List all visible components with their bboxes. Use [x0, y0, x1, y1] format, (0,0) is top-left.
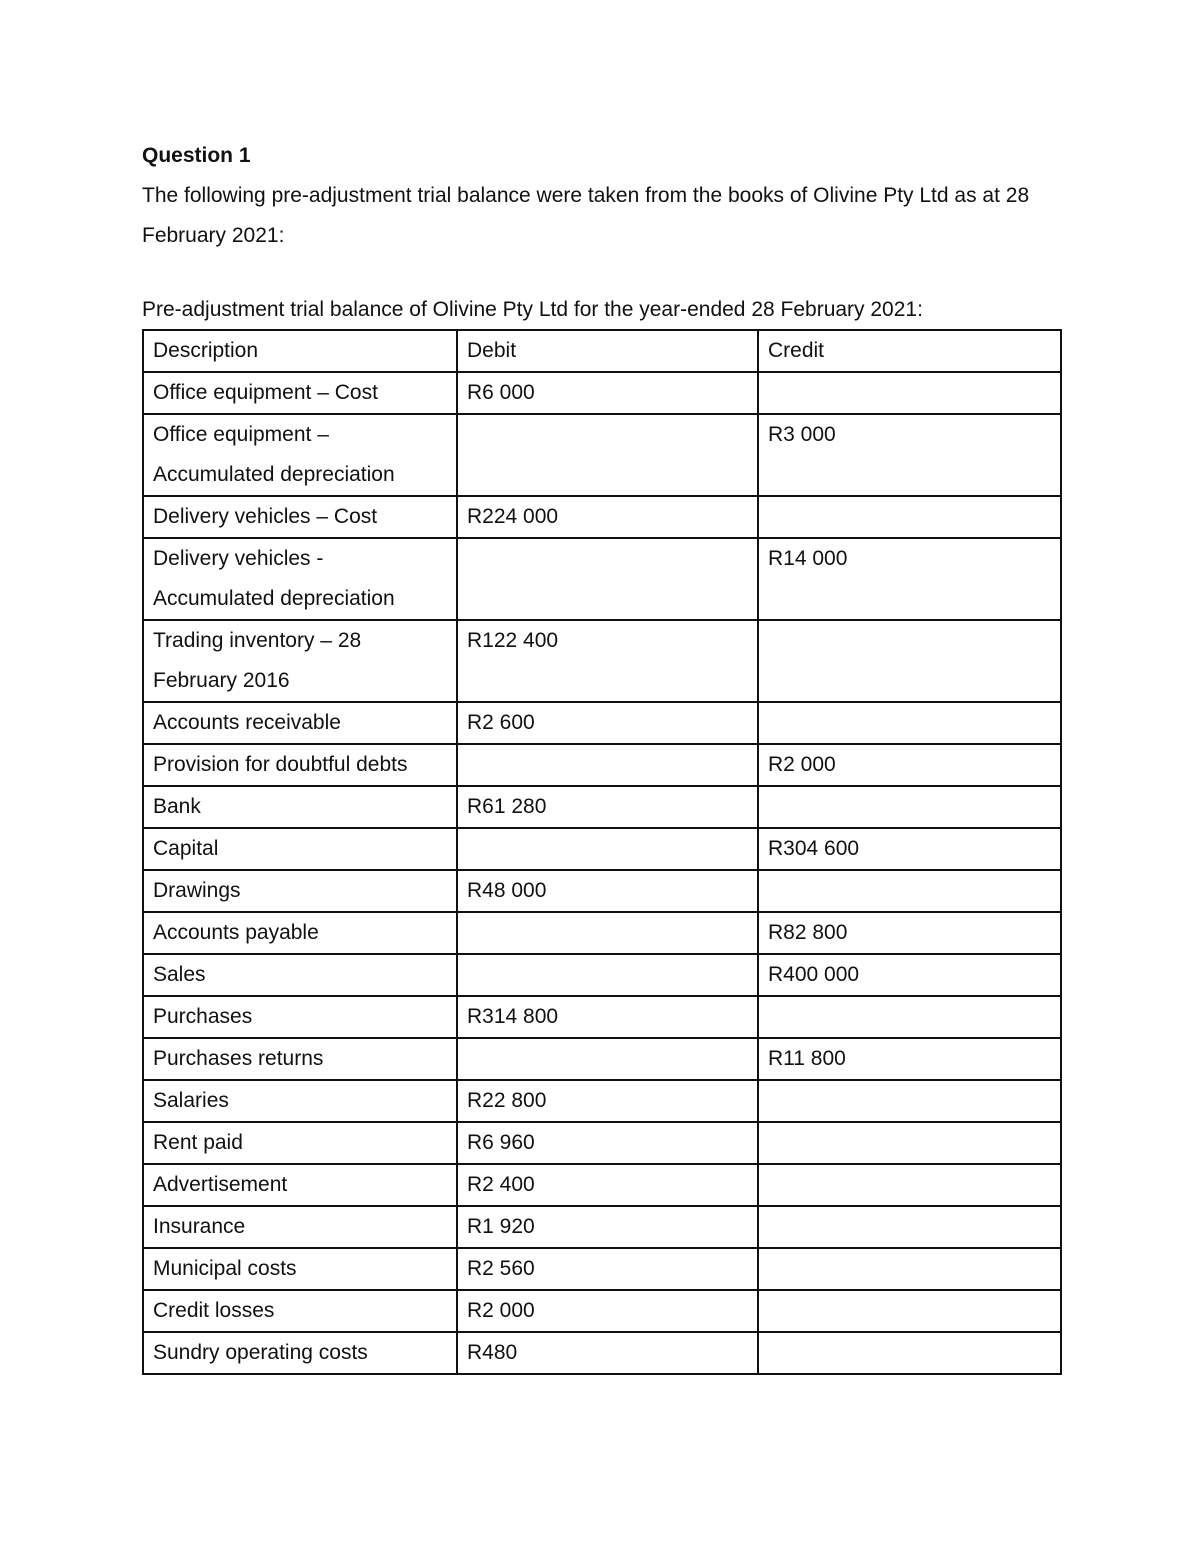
cell-debit: R22 800 [457, 1080, 758, 1122]
cell-credit: R400 000 [758, 954, 1061, 996]
cell-credit [758, 1206, 1061, 1248]
table-row [143, 538, 1061, 620]
cell-credit [758, 1164, 1061, 1206]
cell-debit: R1 920 [457, 1206, 758, 1248]
table-row [143, 1290, 1061, 1332]
cell-credit: R3 000 [758, 414, 1061, 496]
table-caption: Pre-adjustment trial balance of Olivine Pty Ltd for the year-ended 28 February 2021: [142, 298, 923, 321]
cell-credit: R14 000 [758, 538, 1061, 620]
cell-description: Provision for doubtful debts [143, 744, 457, 786]
document-page [142, 140, 1060, 1375]
table-row [143, 1164, 1061, 1206]
cell-credit [758, 1080, 1061, 1122]
table-row [143, 828, 1061, 870]
table-row [143, 702, 1061, 744]
cell-description: Purchases returns [143, 1038, 457, 1080]
cell-description: Salaries [143, 1080, 457, 1122]
cell-description: Accounts receivable [143, 702, 457, 744]
table-row [143, 372, 1061, 414]
table-row [143, 996, 1061, 1038]
cell-credit [758, 702, 1061, 744]
table-row [143, 786, 1061, 828]
intro-paragraph: The following pre-adjustment trial balance were taken from the books of Olivine Pty Ltd as at 28 February 2021: [142, 184, 1030, 247]
cell-debit: R2 560 [457, 1248, 758, 1290]
cell-description: Sales [143, 954, 457, 996]
cell-debit: R48 000 [457, 870, 758, 912]
cell-description: Credit losses [143, 1290, 457, 1332]
cell-description: Drawings [143, 870, 457, 912]
cell-debit: R6 000 [457, 372, 758, 414]
cell-credit: R82 800 [758, 912, 1061, 954]
table-row [143, 414, 1061, 496]
cell-debit: R2 400 [457, 1164, 758, 1206]
cell-description: Office equipment – Accumulated depreciation [143, 414, 457, 496]
cell-description: Insurance [143, 1206, 457, 1248]
cell-credit: R304 600 [758, 828, 1061, 870]
cell-credit [758, 1122, 1061, 1164]
cell-debit: R2 000 [457, 1290, 758, 1332]
cell-debit [457, 828, 758, 870]
cell-credit: R2 000 [758, 744, 1061, 786]
cell-debit: R224 000 [457, 496, 758, 538]
cell-debit [457, 912, 758, 954]
table-row [143, 1038, 1061, 1080]
table-row [143, 620, 1061, 702]
header-debit: Debit [457, 330, 758, 372]
cell-description: Office equipment – Cost [143, 372, 457, 414]
table-row [143, 1122, 1061, 1164]
cell-credit [758, 996, 1061, 1038]
cell-description: Capital [143, 828, 457, 870]
table-row [143, 1332, 1061, 1374]
table-row [143, 744, 1061, 786]
table-row [143, 954, 1061, 996]
cell-credit [758, 870, 1061, 912]
table-row [143, 496, 1061, 538]
cell-debit: R2 600 [457, 702, 758, 744]
table-row [143, 1248, 1061, 1290]
cell-description: Sundry operating costs [143, 1332, 457, 1374]
cell-description: Trading inventory – 28 February 2016 [143, 620, 457, 702]
cell-description: Rent paid [143, 1122, 457, 1164]
cell-debit [457, 744, 758, 786]
cell-description: Accounts payable [143, 912, 457, 954]
table-row [143, 912, 1061, 954]
trial-balance-table [142, 329, 1062, 1375]
cell-credit [758, 1248, 1061, 1290]
cell-credit [758, 620, 1061, 702]
cell-description: Advertisement [143, 1164, 457, 1206]
table-row [143, 870, 1061, 912]
cell-debit: R61 280 [457, 786, 758, 828]
table-row [143, 1206, 1061, 1248]
question-title: Question 1 [142, 144, 251, 167]
cell-credit [758, 1290, 1061, 1332]
cell-description: Municipal costs [143, 1248, 457, 1290]
cell-credit [758, 496, 1061, 538]
cell-debit [457, 538, 758, 620]
cell-description: Bank [143, 786, 457, 828]
cell-credit [758, 786, 1061, 828]
table-header-row [143, 330, 1061, 372]
cell-debit [457, 1038, 758, 1080]
header-credit: Credit [758, 330, 1061, 372]
cell-credit [758, 372, 1061, 414]
cell-description: Purchases [143, 996, 457, 1038]
cell-credit [758, 1332, 1061, 1374]
header-description: Description [143, 330, 457, 372]
cell-description: Delivery vehicles – Cost [143, 496, 457, 538]
table-row [143, 1080, 1061, 1122]
cell-debit: R480 [457, 1332, 758, 1374]
cell-credit: R11 800 [758, 1038, 1061, 1080]
cell-debit [457, 414, 758, 496]
cell-debit: R314 800 [457, 996, 758, 1038]
cell-debit: R122 400 [457, 620, 758, 702]
trial-balance-body [143, 330, 1061, 1374]
cell-debit: R6 960 [457, 1122, 758, 1164]
cell-description: Delivery vehicles - Accumulated depreciation [143, 538, 457, 620]
cell-debit [457, 954, 758, 996]
